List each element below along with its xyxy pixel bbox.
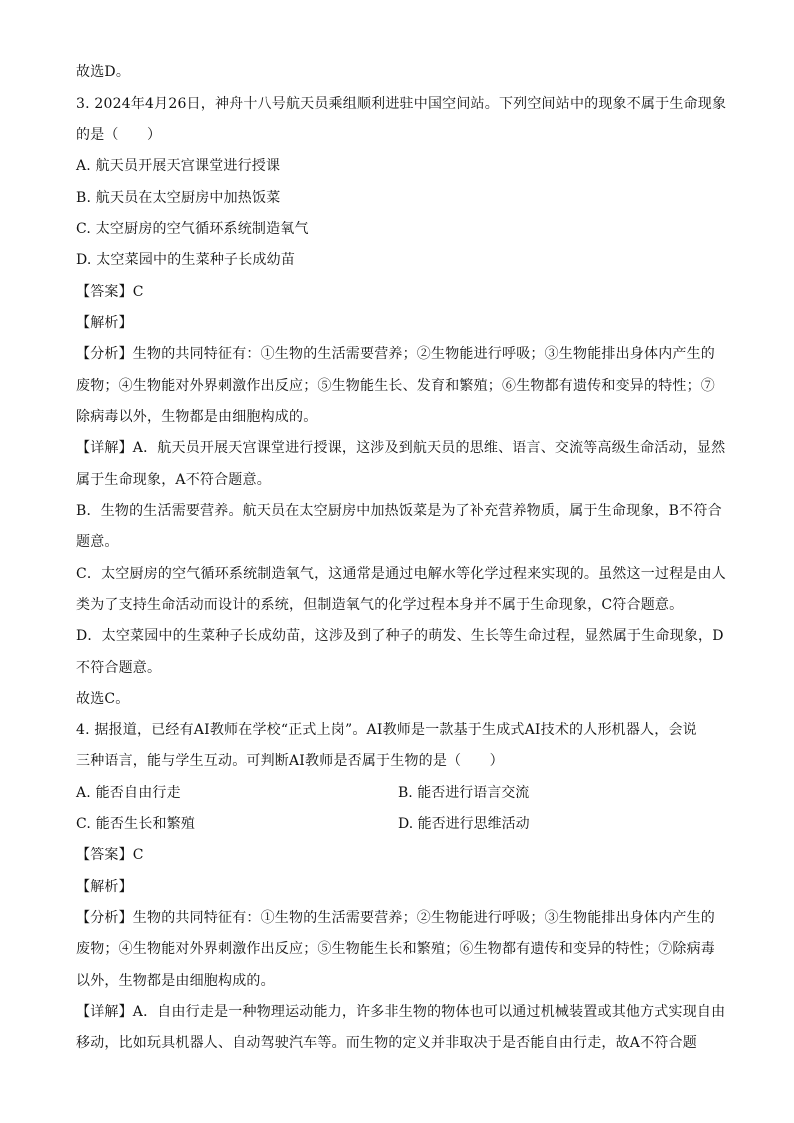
text-line: D．太空菜园中的生菜种子长成幼苗，这涉及到了种子的萌发、生长等生命过程，显然属于生命现象，D (76, 628, 724, 644)
text-line: B．生物的生活需要营养。航天员在太空厨房中加热饭菜是为了补充营养物质，属于生命现象，B不符合 (76, 503, 722, 519)
question-4-stem-cont: 三种语言，能与学生互动。可判断AI教师是否属于生物的是（ ） (76, 753, 504, 769)
text-line: 故选D。 (76, 64, 131, 80)
text-line: 以外，生物都是由细胞构成的。 (76, 973, 275, 989)
q4-option-b: B. 能否进行语言交流 (398, 785, 530, 801)
q3-analysis-heading: 【解析】 (76, 315, 133, 331)
text-line: 废物；④生物能对外界刺激作出反应；⑤生物能生长、发育和繁殖；⑥生物都有遗传和变异的特性；⑦ (76, 378, 715, 394)
q4-option-d: D. 能否进行思维活动 (398, 816, 530, 832)
q4-analysis-heading: 【解析】 (76, 879, 133, 895)
question-3-stem-cont: 的是（ ） (76, 127, 162, 143)
q3-option-b: B. 航天员在太空厨房中加热饭菜 (76, 190, 281, 206)
q4-option-a: A. 能否自由行走 (76, 785, 181, 801)
text-line: 【分析】生物的共同特征有：①生物的生活需要营养；②生物能进行呼吸；③生物能排出身体内产生的 (76, 346, 715, 362)
question-3-stem: 3. 2024年4月26日，神舟十八号航天员乘组顺利进驻中国空间站。下列空间站中的现象不属于生命现象 (76, 96, 727, 112)
text-line: 不符合题意。 (76, 660, 162, 676)
text-line: 移动，比如玩具机器人、自动驾驶汽车等。而生物的定义并非取决于是否能自由行走，故A不符合题 (76, 1035, 697, 1051)
text-line: C．太空厨房的空气循环系统制造氧气，这通常是通过电解水等化学过程来实现的。虽然这一过程是由人 (76, 566, 726, 582)
text-line: 废物；④生物能对外界刺激作出反应；⑤生物能生长和繁殖；⑥生物都有遗传和变异的特性；⑦除病毒 (76, 941, 715, 957)
text-line: 【详解】A．航天员开展天宫课堂进行授课，这涉及到航天员的思维、语言、交流等高级生命活动，显然 (76, 440, 726, 456)
text-line: 类为了支持生命活动而设计的系统，但制造氧气的化学过程本身并不属于生命现象，C符合题意。 (76, 597, 684, 613)
q3-option-a: A. 航天员开展天宫课堂进行授课 (76, 158, 281, 174)
q3-option-c: C. 太空厨房的空气循环系统制造氧气 (76, 221, 309, 237)
text-line: 题意。 (76, 534, 119, 550)
q4-answer: 【答案】C (76, 847, 144, 863)
text-line: 除病毒以外，生物都是由细胞构成的。 (76, 409, 318, 425)
text-line: 【分析】生物的共同特征有：①生物的生活需要营养；②生物能进行呼吸；③生物能排出身体内产生的 (76, 910, 715, 926)
q3-option-d: D. 太空菜园中的生菜种子长成幼苗 (76, 252, 296, 268)
text-line: 故选C。 (76, 691, 130, 707)
q4-option-c: C. 能否生长和繁殖 (76, 816, 196, 832)
text-line: 属于生命现象，A不符合题意。 (76, 472, 271, 488)
q3-answer: 【答案】C (76, 284, 144, 300)
text-line: 【详解】A．自由行走是一种物理运动能力，许多非生物的物体也可以通过机械装置或其他方式实现自由 (76, 1004, 726, 1020)
question-4-stem: 4. 据报道，已经有AI教师在学校“正式上岗”。AI教师是一款基于生成式AI技术的人形机器人，会说 (76, 722, 697, 738)
